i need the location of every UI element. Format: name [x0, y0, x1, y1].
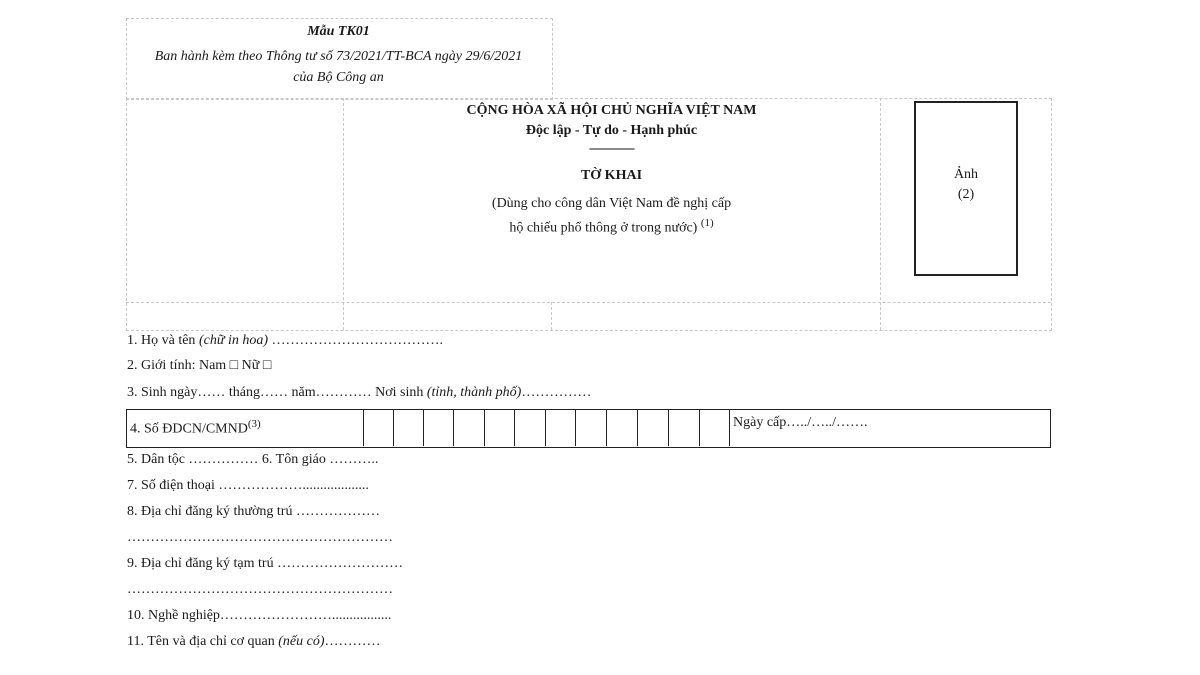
- field-workplace-dots: …………: [324, 634, 381, 649]
- field-ethnicity-religion[interactable]: 5. Dân tộc …………… 6. Tôn giáo ………..: [127, 452, 379, 467]
- id-number-label-wrap: [130, 418, 261, 438]
- country-name: CỘNG HÒA XÃ HỘI CHỦ NGHĨA VIỆT NAM: [466, 103, 757, 118]
- id-digit-box-5[interactable]: [484, 410, 485, 446]
- id-digit-box-4[interactable]: [453, 410, 454, 446]
- issued-line-2: của Bộ Công an: [293, 70, 384, 85]
- id-digit-box-6[interactable]: [514, 410, 515, 446]
- field-full-name-dots: ……………………………….: [268, 333, 444, 348]
- field-phone[interactable]: 7. Số điện thoại ………………...................: [127, 478, 369, 493]
- field-workplace[interactable]: [127, 634, 381, 650]
- id-digit-box-10[interactable]: [637, 410, 638, 446]
- id-issue-date[interactable]: Ngày cấp…../…../…….: [733, 415, 868, 430]
- grid-vline-3: [551, 302, 552, 330]
- purpose-line-2-wrap: [343, 217, 880, 237]
- field-occupation[interactable]: 10. Nghề nghiệp…………………….................: [127, 608, 392, 623]
- separator: ---------------: [589, 141, 634, 155]
- id-digit-box-3[interactable]: [423, 410, 424, 446]
- field-full-name[interactable]: [127, 333, 443, 349]
- id-digit-box-end: [729, 410, 730, 446]
- photo-note: (2): [957, 187, 975, 202]
- field-full-name-label: 1. Họ và tên: [127, 333, 199, 348]
- issued-line-1: Ban hành kèm theo Thông tư số 73/2021/TT-BCA ngày 29/6/2021: [154, 49, 523, 64]
- id-number-table: [126, 409, 1051, 448]
- id-number-note: (3): [247, 418, 261, 430]
- field-birth-dots: ……………: [521, 385, 592, 400]
- id-digit-box-11[interactable]: [668, 410, 669, 446]
- grid-hline: [126, 302, 1051, 303]
- id-digit-box-1[interactable]: [363, 410, 364, 446]
- field-permanent-address-cont[interactable]: …………………………………………………: [127, 530, 393, 545]
- field-gender[interactable]: 2. Giới tính: Nam □ Nữ □: [127, 358, 272, 373]
- field-birth-hint: (tỉnh, thành phố): [426, 385, 522, 400]
- field-permanent-address[interactable]: 8. Địa chỉ đăng ký thường trú ………………: [127, 504, 380, 519]
- field-birth[interactable]: [127, 385, 591, 401]
- field-workplace-hint: (nếu có): [278, 634, 325, 649]
- id-digit-box-7[interactable]: [545, 410, 546, 446]
- purpose-line-2: hộ chiếu phổ thông ở trong nước): [509, 220, 698, 236]
- doc-title: TỜ KHAI: [580, 168, 643, 183]
- form-code: Mẫu TK01: [307, 24, 370, 39]
- field-full-name-hint: (chữ in hoa): [198, 333, 269, 348]
- id-digit-box-8[interactable]: [575, 410, 576, 446]
- id-number-label: 4. Số ĐDCN/CMND: [130, 421, 248, 437]
- field-birth-label: 3. Sinh ngày…… tháng…… năm………… Nơi sinh: [127, 385, 427, 400]
- field-temporary-address-cont[interactable]: …………………………………………………: [127, 582, 393, 597]
- grid-vline-2: [880, 98, 881, 330]
- field-workplace-label: 11. Tên và địa chỉ cơ quan: [127, 634, 279, 649]
- photo-label: Ảnh: [953, 167, 979, 182]
- motto: Độc lập - Tự do - Hạnh phúc: [525, 123, 698, 138]
- field-temporary-address[interactable]: 9. Địa chỉ đăng ký tạm trú ………………………: [127, 556, 404, 571]
- id-digit-box-9[interactable]: [606, 410, 607, 446]
- id-digit-box-2[interactable]: [393, 410, 394, 446]
- purpose-line-1: (Dùng cho công dân Việt Nam đề nghị cấp: [491, 196, 732, 211]
- id-digit-box-12[interactable]: [699, 410, 700, 446]
- purpose-note: (1): [700, 217, 714, 229]
